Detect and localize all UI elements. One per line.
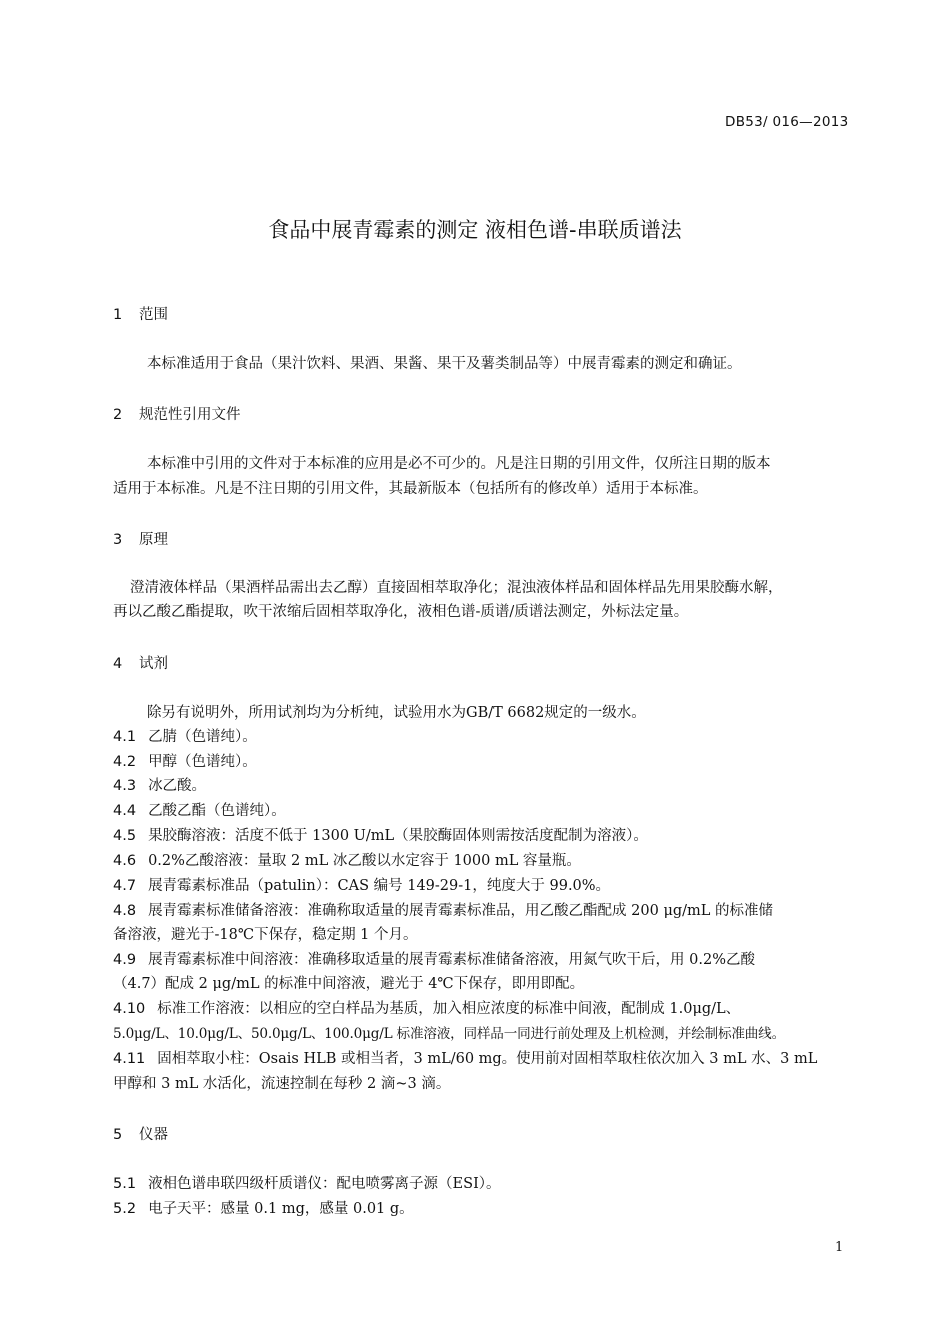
section-5-title: 仪器	[139, 1127, 168, 1143]
document-title: 食品中展青霉素的测定 液相色谱-串联质谱法	[268, 218, 682, 242]
section-2-title: 规范性引用文件	[139, 407, 241, 423]
page-number: 1	[835, 1240, 844, 1255]
section-4-heading	[113, 652, 168, 673]
section-1-number: 1	[113, 307, 123, 323]
section-2-line-1: 本标准中引用的文件对于本标准的应用是必不可少的。凡是注日期的引用文件，仅所注日期的版本	[147, 456, 771, 472]
section-4-title: 试剂	[139, 656, 168, 672]
section-3-heading	[113, 528, 168, 549]
section-5-heading	[113, 1123, 168, 1144]
list-item: 4.10 标准工作溶液：以相应的空白样品为基质，加入相应浓度的标准中间液，配制成 1.0μg/L、	[113, 1001, 741, 1017]
list-item: 4.4 乙酸乙酯（色谱纯）。	[113, 803, 286, 819]
section-1-title: 范围	[139, 307, 168, 323]
list-item-continuation: （4.7）配成 2 μg/mL 的标准中间溶液，避光于 4℃下保存，即用即配。	[113, 976, 585, 992]
list-item: 4.3 冰乙酸。	[113, 778, 207, 794]
list-item: 5.1 液相色谱串联四级杆质谱仪：配电喷雾离子源（ESI）。	[113, 1176, 501, 1192]
section-4-number: 4	[113, 656, 123, 672]
list-item: 4.8 展青霉素标准储备溶液：准确称取适量的展青霉素标准品，用乙酸乙酯配成 200 μg/mL 的标准储	[113, 903, 774, 919]
list-item: 4.2 甲醇（色谱纯）。	[113, 754, 257, 770]
list-item-continuation: 备溶液，避光于-18℃下保存，稳定期 1 个月。	[113, 927, 418, 943]
list-item-continuation: 5.0μg/L、10.0μg/L、50.0μg/L、100.0μg/L 标准溶液，同样品一同进行前处理及上机检测，并绘制标准曲线。	[113, 1026, 785, 1042]
list-item: 5.2 电子天平：感量 0.1 mg，感量 0.01 g。	[113, 1201, 414, 1217]
section-3-number: 3	[113, 532, 123, 548]
standard-code: DB53/ 016—2013	[725, 114, 849, 130]
list-item: 4.7 展青霉素标准品（patulin）：CAS 编号 149-29-1，纯度大于 99.0%。	[113, 878, 611, 894]
list-item-continuation: 甲醇和 3 mL 水活化，流速控制在每秒 2 滴~3 滴。	[113, 1076, 451, 1092]
section-3-line-2: 再以乙酸乙酯提取，吹干浓缩后固相萃取净化，液相色谱-质谱/质谱法测定，外标法定量。	[113, 604, 689, 620]
section-4-intro: 除另有说明外，所用试剂均为分析纯，试验用水为GB/T 6682规定的一级水。	[147, 705, 646, 721]
list-item: 4.5 果胶酶溶液：活度不低于 1300 U/mL（果胶酶固体则需按活度配制为溶液）。	[113, 828, 648, 844]
section-5-number: 5	[113, 1127, 123, 1143]
list-item: 4.6 0.2%乙酸溶液：量取 2 mL 冰乙酸以水定容于 1000 mL 容量瓶。	[113, 853, 581, 869]
section-1-heading	[113, 303, 168, 324]
list-item: 4.9 展青霉素标准中间溶液：准确移取适量的展青霉素标准储备溶液，用氮气吹干后，用 0.2%乙酸	[113, 952, 756, 968]
list-item: 4.1 乙腈（色谱纯）。	[113, 729, 257, 745]
section-3-title: 原理	[139, 532, 168, 548]
list-item: 4.11 固相萃取小柱：Osais HLB 或相当者，3 mL/60 mg。使用前对固相萃取柱依次加入 3 mL 水、3 mL	[113, 1051, 818, 1067]
section-2-heading	[113, 403, 241, 424]
section-1-paragraph: 本标准适用于食品（果汁饮料、果酒、果酱、果干及薯类制品等）中展青霉素的测定和确证。	[147, 356, 742, 372]
section-2-line-2: 适用于本标准。凡是不注日期的引用文件，其最新版本（包括所有的修改单）适用于本标准。	[113, 481, 708, 497]
section-3-line-1: 澄清液体样品（果酒样品需出去乙醇）直接固相萃取净化；混浊液体样品和固体样品先用果胶酶水解，	[130, 580, 783, 596]
section-2-number: 2	[113, 407, 123, 423]
